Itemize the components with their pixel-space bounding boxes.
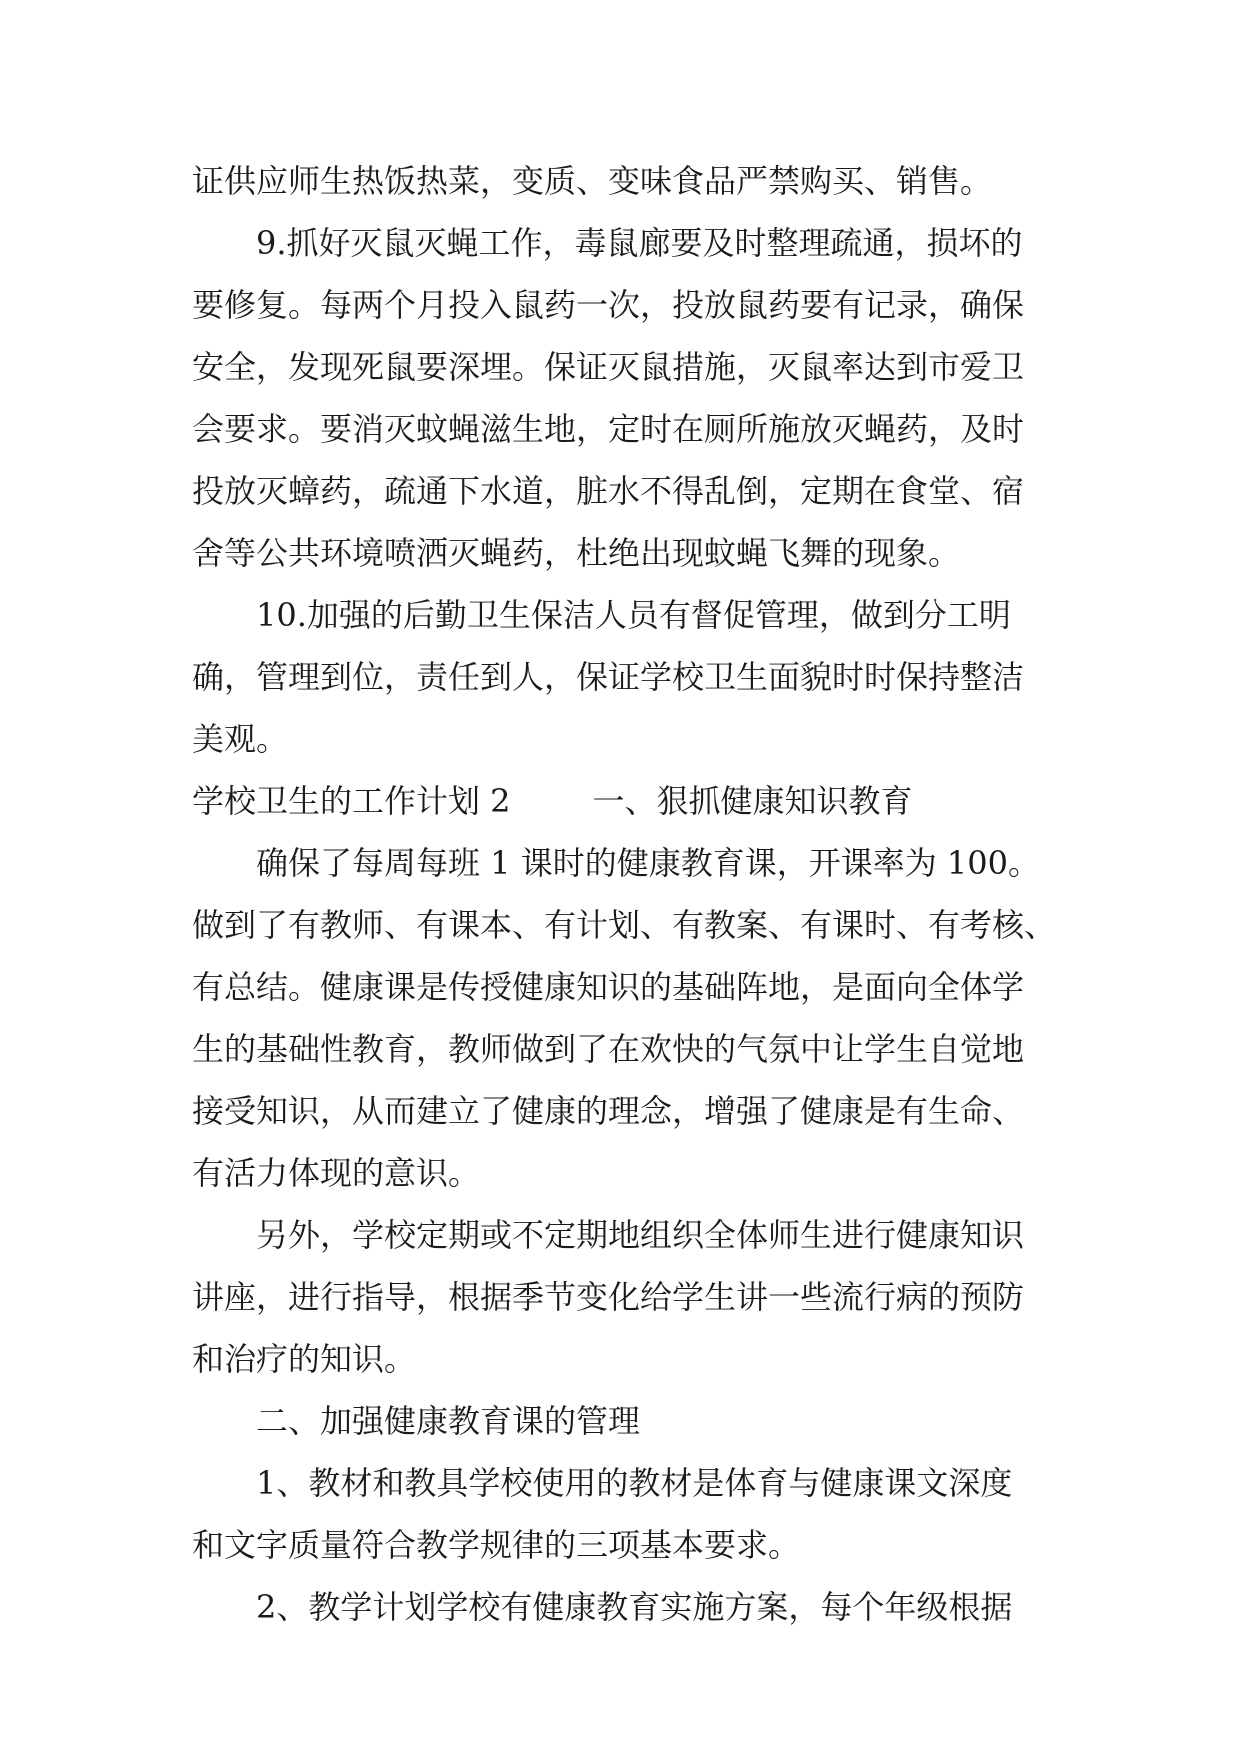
text-line-1: 证供应师生热饭热菜，变质、变味食品严禁购买、销售。 [192,162,993,200]
text-line-5: 会要求。要消灭蚊蝇滋生地，定时在厕所施放灭蝇药，及时 [192,410,1025,448]
text-line-17: 另外，学校定期或不定期地组织全体师生进行健康知识 [256,1216,1025,1254]
text-line-18: 讲座，进行指导，根据季节变化给学生讲一些流行病的预防 [192,1278,1025,1316]
text-line-10: 美观。 [192,720,289,758]
text-line-12: 做到了有教师、有课本、有计划、有教案、有课时、有考核、 [192,906,1057,944]
text-line-21: 1、教材和教具学校使用的教材是体育与健康课文深度 [256,1464,1013,1502]
text-line-3: 要修复。每两个月投入鼠药一次，投放鼠药要有记录，确保 [192,286,1025,324]
section-subtitle: 一、狠抓健康知识教育 [592,782,913,820]
text-line-15: 接受知识，从而建立了健康的理念，增强了健康是有生命、 [192,1092,1025,1130]
text-line-7: 舍等公共环境喷洒灭蝇药，杜绝出现蚊蝇飞舞的现象。 [192,534,961,572]
text-line-4: 安全，发现死鼠要深埋。保证灭鼠措施，灭鼠率达到市爱卫 [192,348,1025,386]
text-line-8: 10.加强的后勤卫生保洁人员有督促管理，做到分工明 [256,596,1011,634]
text-line-23: 2、教学计划学校有健康教育实施方案，每个年级根据 [256,1588,1013,1626]
text-line-16: 有活力体现的意识。 [192,1154,481,1192]
text-line-20: 二、加强健康教育课的管理 [256,1402,641,1440]
text-line-2: 9.抓好灭鼠灭蝇工作，毒鼠廊要及时整理疏通，损坏的 [256,224,1023,262]
text-line-9: 确，管理到位，责任到人，保证学校卫生面貌时时保持整洁 [192,658,1025,696]
text-line-6: 投放灭蟑药，疏通下水道，脏水不得乱倒，定期在食堂、宿 [192,472,1025,510]
text-line-22: 和文字质量符合教学规律的三项基本要求。 [192,1526,801,1564]
section-heading [192,770,1072,832]
document-title: 学校卫生的工作计划 2 [192,782,511,820]
text-line-14: 生的基础性教育，教师做到了在欢快的气氛中让学生自觉地 [192,1030,1025,1068]
document-body [192,150,1072,1638]
text-line-11: 确保了每周每班 1 课时的健康教育课，开课率为 100。 [256,844,1040,882]
text-line-13: 有总结。健康课是传授健康知识的基础阵地，是面向全体学 [192,968,1025,1006]
text-line-19: 和治疗的知识。 [192,1340,417,1378]
